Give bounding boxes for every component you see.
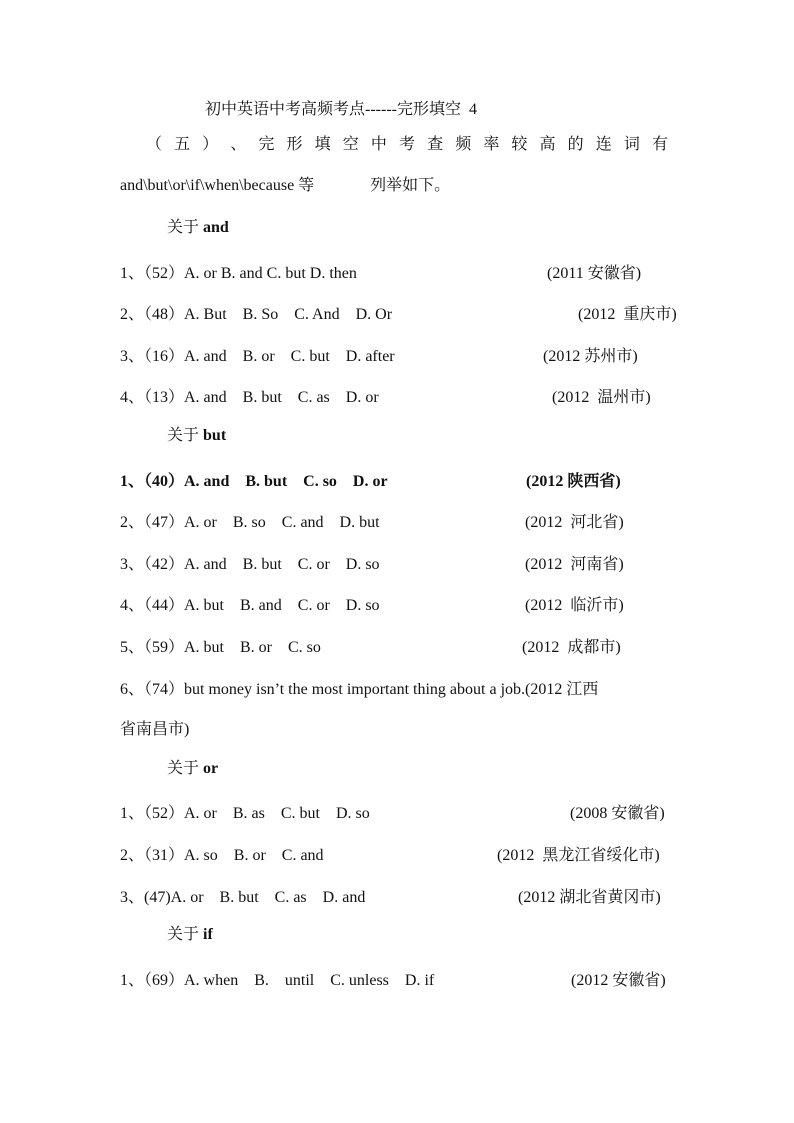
question-source: (2008 安徽省) [570, 805, 665, 822]
question-text: 6、（74）but money isn’t the most important thing about a job.(2012 江西 [120, 681, 599, 698]
question-row [120, 260, 700, 280]
intro-char: 的 [567, 136, 584, 153]
question-row [120, 884, 700, 904]
question-row [120, 468, 700, 488]
question-text: 1、（40）A. and B. but C. so D. or [120, 473, 388, 490]
intro-char: （ [146, 136, 163, 153]
intro-char: 有 [651, 136, 668, 153]
intro-char: 频 [455, 136, 472, 153]
question-source: (2012 温州市) [552, 389, 651, 406]
intro-char: 查 [427, 136, 444, 153]
heading-word: and [203, 219, 229, 236]
question-source: (2012 湖北省黄冈市) [518, 889, 661, 906]
heading-word: if [203, 926, 213, 943]
section-heading-but [167, 426, 226, 446]
conjunction-list: and\but\or\if\when\because 等 [120, 177, 315, 194]
question-row [120, 842, 700, 862]
question-text: 2、（48）A. But B. So C. And D. Or [120, 306, 393, 323]
question-row [120, 509, 700, 529]
question-row [120, 676, 700, 696]
question-text: 3、(47)A. or B. but C. as D. and [120, 889, 366, 906]
heading-word: but [203, 427, 227, 444]
intro-char: 、 [230, 136, 247, 153]
heading-prefix: 关于 [167, 926, 204, 943]
question-row [120, 384, 700, 404]
heading-prefix: 关于 [167, 427, 204, 444]
intro-char: 高 [539, 136, 556, 153]
question-row-continuation [120, 716, 700, 736]
question-text: 1、（52）A. or B. and C. but D. then [120, 265, 357, 282]
question-text: 1、（69）A. when B. until C. unless D. if [120, 972, 435, 989]
intro-char: 空 [342, 136, 359, 153]
question-row [120, 301, 700, 321]
heading-word: or [203, 760, 219, 777]
question-text-continuation: 省南昌市) [120, 721, 190, 738]
intro-char: 填 [314, 136, 331, 153]
question-source: (2011 安徽省) [547, 265, 642, 282]
question-text: 5、（59）A. but B. or C. so [120, 639, 321, 656]
intro-char: 中 [370, 136, 387, 153]
intro-line-2 [120, 176, 450, 196]
question-source: (2012 临沂市) [525, 597, 624, 614]
intro-char: 考 [398, 136, 415, 153]
question-source: (2012 黑龙江省绥化市) [497, 847, 660, 864]
question-source: (2012 重庆市) [578, 306, 677, 323]
heading-prefix: 关于 [167, 219, 204, 236]
intro-char: 词 [623, 136, 640, 153]
question-source: (2012 陕西省) [526, 473, 621, 490]
intro-char: 完 [258, 136, 275, 153]
intro-suffix: 列举如下。 [370, 177, 451, 194]
question-source: (2012 成都市) [522, 639, 621, 656]
question-text: 3、（42）A. and B. but C. or D. so [120, 556, 380, 573]
intro-char: 较 [511, 136, 528, 153]
intro-char: 五 [174, 136, 191, 153]
intro-line-1 [146, 135, 668, 155]
question-source: (2012 安徽省) [571, 972, 666, 989]
question-row [120, 592, 700, 612]
question-source: (2012 河北省) [525, 514, 624, 531]
question-row [120, 343, 700, 363]
question-text: 4、（13）A. and B. but C. as D. or [120, 389, 379, 406]
question-row [120, 800, 700, 820]
section-heading-and [167, 218, 229, 238]
heading-prefix: 关于 [167, 760, 204, 777]
intro-char: ） [202, 136, 219, 153]
intro-char: 连 [595, 136, 612, 153]
section-heading-if [167, 925, 213, 945]
question-row [120, 551, 700, 571]
question-row [120, 967, 700, 987]
page-title: 初中英语中考高频考点------完形填空 4 [205, 101, 477, 118]
intro-char: 率 [483, 136, 500, 153]
question-text: 1、（52）A. or B. as C. but D. so [120, 805, 370, 822]
intro-char: 形 [286, 136, 303, 153]
question-row [120, 634, 700, 654]
question-source: (2012 苏州市) [543, 348, 638, 365]
question-text: 2、（47）A. or B. so C. and D. but [120, 514, 380, 531]
question-text: 3、（16）A. and B. or C. but D. after [120, 348, 395, 365]
question-text: 4、（44）A. but B. and C. or D. so [120, 597, 380, 614]
question-text: 2、（31）A. so B. or C. and [120, 847, 324, 864]
section-heading-or [167, 759, 218, 779]
question-source: (2012 河南省) [525, 556, 624, 573]
